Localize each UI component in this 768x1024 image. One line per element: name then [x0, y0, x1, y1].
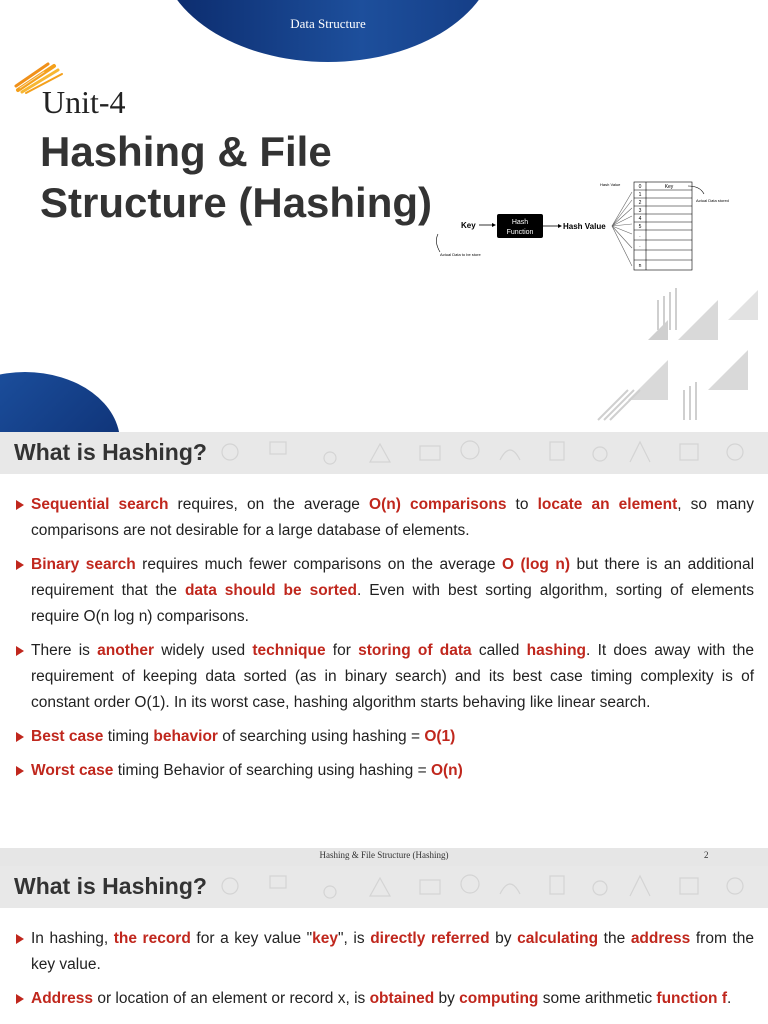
highlight-term: Address — [31, 990, 94, 1007]
hashing-diagram — [432, 178, 752, 278]
slide3-heading: What is Hashing? — [14, 873, 207, 899]
highlight-term: key — [312, 930, 339, 947]
slide2-bullet-list — [14, 492, 754, 792]
highlight-term: O(n) — [430, 762, 463, 779]
highlight-term: another — [97, 642, 154, 659]
diagram-actual-data-stored: Actual Data stored — [696, 198, 729, 203]
fan-arrows — [612, 192, 632, 266]
highlight-term: function f — [656, 990, 727, 1007]
highlight-term: locate an element — [537, 496, 678, 513]
table-index-2: 2 — [638, 200, 642, 206]
bullet-text: of searching using hashing = — [217, 728, 425, 745]
slide2-footer — [0, 848, 768, 866]
title-line-1: Hashing & File — [40, 128, 332, 175]
bullet-worst-case — [14, 758, 754, 784]
bullet-text: for a key value " — [190, 930, 313, 947]
bullet-text: but there is an additional requirement that the — [31, 556, 755, 599]
geometric-decoration — [588, 280, 768, 430]
hash-function-line-2: Function — [506, 229, 534, 236]
highlight-term: data should be sorted — [184, 582, 357, 599]
highlight-term: the record — [113, 930, 191, 947]
table-key-header: Key — [664, 184, 674, 190]
slide3-bullet-list — [14, 926, 754, 1020]
table-index-1: 1 — [638, 192, 642, 198]
highlight-term: Binary search — [31, 556, 136, 573]
bullet-text: . It does away with the requirement of keeping data sorted (as in binary search) and its best case timing complexity is of constant order O(1). In its worst case, hashing algorithm starts behaving like linear search. — [31, 642, 755, 711]
highlight-term: address — [630, 930, 691, 947]
unit-label: Unit-4 — [42, 84, 126, 120]
bullet-record-key — [14, 926, 754, 978]
bullet-text: the — [598, 930, 631, 947]
highlight-term: storing of data — [358, 642, 472, 659]
bullet-text: , so many comparisons are not desirable for a large database of elements. — [31, 496, 754, 539]
highlight-term: O(1) — [424, 728, 456, 745]
bullet-text: widely used — [154, 642, 253, 659]
bullet-text: some arithmetic — [538, 990, 657, 1007]
bullet-text: requires, on the average — [168, 496, 370, 513]
bullet-text: In hashing, — [31, 930, 114, 947]
slide2-heading: What is Hashing? — [14, 439, 207, 465]
highlight-term: Best case — [31, 728, 104, 745]
bullet-address-function — [14, 986, 754, 1012]
bullet-text: requires much fewer comparisons on the average — [135, 556, 502, 573]
table-index-dot-2: . — [639, 243, 641, 249]
slide2-header — [0, 432, 768, 474]
highlight-term: technique — [252, 642, 326, 659]
bullet-text: called — [471, 642, 527, 659]
bullet-text: timing Behavior of searching using hashing = — [113, 762, 431, 779]
highlight-term: obtained — [369, 990, 435, 1007]
bullet-sequential-search — [14, 492, 754, 544]
bullet-text: by — [489, 930, 518, 947]
page-number: 2 — [704, 850, 709, 860]
bullet-text: timing — [103, 728, 154, 745]
highlight-term: behavior — [153, 728, 218, 745]
bullet-text: by — [434, 990, 460, 1007]
header-arc — [160, 0, 496, 62]
course-label: Data Structure — [290, 16, 366, 31]
highlight-term: Sequential search — [31, 496, 169, 513]
diagram-actual-data-label: Actual Data to be store — [440, 252, 481, 257]
bullet-hashing-technique — [14, 638, 754, 716]
highlight-term: calculating — [517, 930, 599, 947]
presentation-title — [40, 126, 440, 228]
corner-arc-decoration — [0, 372, 120, 432]
bullet-text: ", is — [338, 930, 371, 947]
table-index-n: n — [638, 263, 642, 269]
bullet-binary-search — [14, 552, 754, 630]
bullet-best-case — [14, 724, 754, 750]
bullet-text: for — [325, 642, 359, 659]
highlight-term: computing — [459, 990, 539, 1007]
bullet-text: to — [506, 496, 538, 513]
bullet-text: . Even with best sorting algorithm, sorting of elements require O(n log n) comparisons. — [31, 582, 754, 625]
title-slide — [0, 0, 768, 432]
table-index-3: 3 — [638, 208, 642, 214]
title-line-2: Structure (Hashing) — [40, 179, 433, 226]
diagram-hash-value-label: Hash Value — [563, 222, 606, 231]
table-index-4: 4 — [638, 216, 642, 222]
hash-function-line-1: Hash — [511, 219, 529, 226]
bullet-text: from the key value. — [31, 930, 754, 973]
diagram-hash-value-small: Hash Value — [600, 182, 621, 187]
highlight-term: directly referred — [370, 930, 490, 947]
hash-table — [634, 182, 692, 270]
highlight-term: O(n) comparisons — [369, 496, 507, 513]
table-index-5: 5 — [638, 224, 642, 230]
highlight-term: hashing — [526, 642, 587, 659]
bullet-text: There is — [31, 642, 98, 659]
table-index-0: 0 — [638, 184, 642, 190]
footer-title: Hashing & File Structure (Hashing) — [319, 850, 449, 860]
diagram-key-label: Key — [461, 221, 476, 230]
highlight-term: O (log n) — [501, 556, 570, 573]
bullet-text: or location of an element or record x, is — [93, 990, 370, 1007]
bullet-text: . — [727, 990, 732, 1007]
table-index-dot-1: . — [639, 233, 641, 239]
highlight-term: Worst case — [31, 762, 114, 779]
slide3-header — [0, 866, 768, 908]
